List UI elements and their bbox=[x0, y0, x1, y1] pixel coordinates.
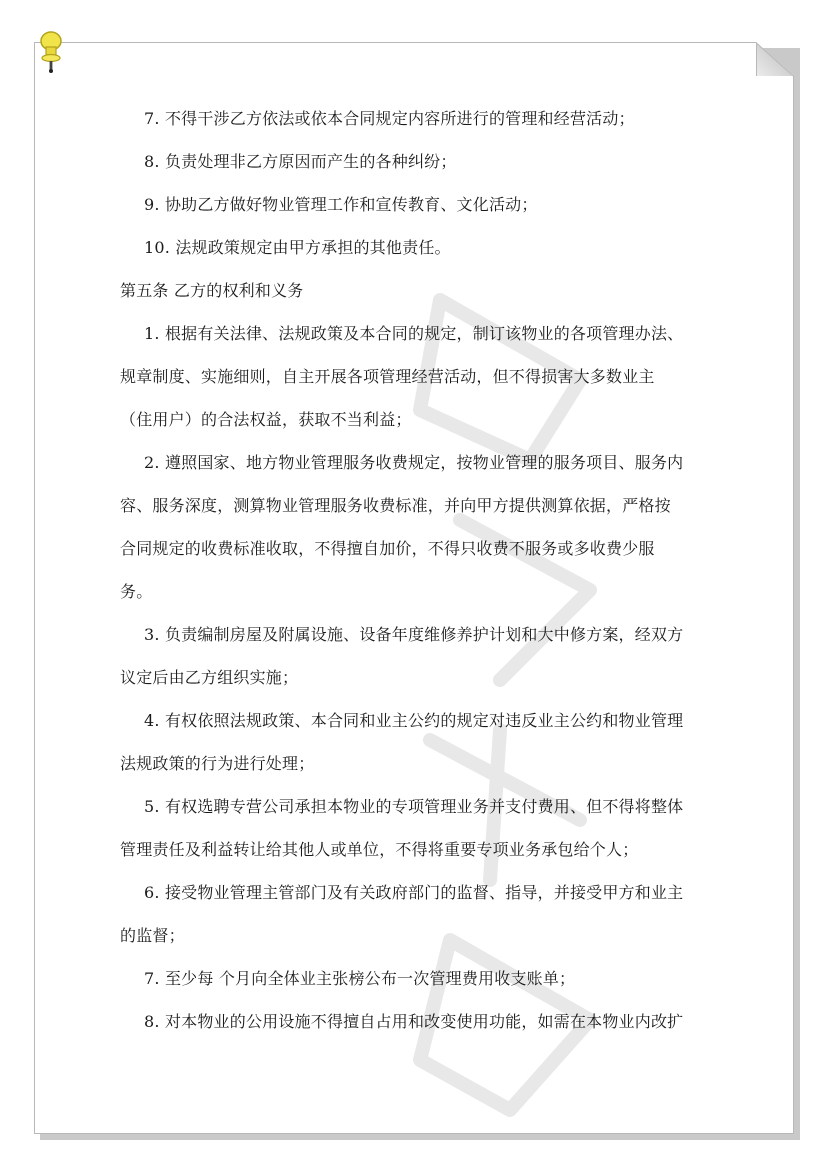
text-line: 8. 负责处理非乙方原因而产生的各种纠纷； bbox=[144, 152, 457, 171]
text-line: 容、服务深度，测算物业管理服务收费标准，并向甲方提供测算依据，严格按 bbox=[120, 496, 671, 515]
text-line: 议定后由乙方组织实施； bbox=[120, 668, 299, 687]
text-line: 5. 有权选聘专营公司承担本物业的专项管理业务并支付费用、但不得将整体 bbox=[144, 797, 684, 816]
text-line: 法规政策的行为进行处理； bbox=[120, 754, 315, 773]
text-line: 的监督； bbox=[120, 926, 185, 945]
text-line: 9. 协助乙方做好物业管理工作和宣传教育、文化活动； bbox=[144, 195, 538, 214]
text-line: 2. 遵照国家、地方物业管理服务收费规定，按物业管理的服务项目、服务内 bbox=[144, 453, 684, 472]
text-line: 4. 有权依照法规政策、本合同和业主公约的规定对违反业主公约和物业管理 bbox=[144, 711, 684, 730]
pushpin-icon bbox=[36, 30, 66, 76]
text-line: 管理责任及利益转让给其他人或单位，不得将重要专项业务承包给个人； bbox=[120, 840, 639, 859]
text-line: 1. 根据有关法律、法规政策及本合同的规定，制订该物业的各项管理办法、 bbox=[144, 324, 684, 343]
text-line: 规章制度、实施细则，自主开展各项管理经营活动，但不得损害大多数业主 bbox=[120, 367, 655, 386]
text-line: 10. 法规政策规定由甲方承担的其他责任。 bbox=[144, 238, 451, 257]
text-line: 3. 负责编制房屋及附属设施、设备年度维修养护计划和大中修方案，经双方 bbox=[144, 625, 684, 644]
text-line: 合同规定的收费标准收取，不得擅自加价，不得只收费不服务或多收费少服 bbox=[120, 539, 655, 558]
text-line: 7. 至少每 个月向全体业主张榜公布一次管理费用收支账单； bbox=[144, 969, 576, 988]
text-line: （住用户）的合法权益，获取不当利益； bbox=[120, 410, 412, 429]
text-line: 6. 接受物业管理主管部门及有关政府部门的监督、指导，并接受甲方和业主 bbox=[144, 883, 684, 902]
text-line: 务。 bbox=[120, 582, 153, 601]
section-heading: 第五条 乙方的权利和义务 bbox=[120, 281, 304, 300]
text-line: 8. 对本物业的公用设施不得擅自占用和改变使用功能，如需在本物业内改扩 bbox=[144, 1012, 684, 1031]
text-line: 7. 不得干涉乙方依法或依本合同规定内容所进行的管理和经营活动； bbox=[144, 109, 635, 128]
